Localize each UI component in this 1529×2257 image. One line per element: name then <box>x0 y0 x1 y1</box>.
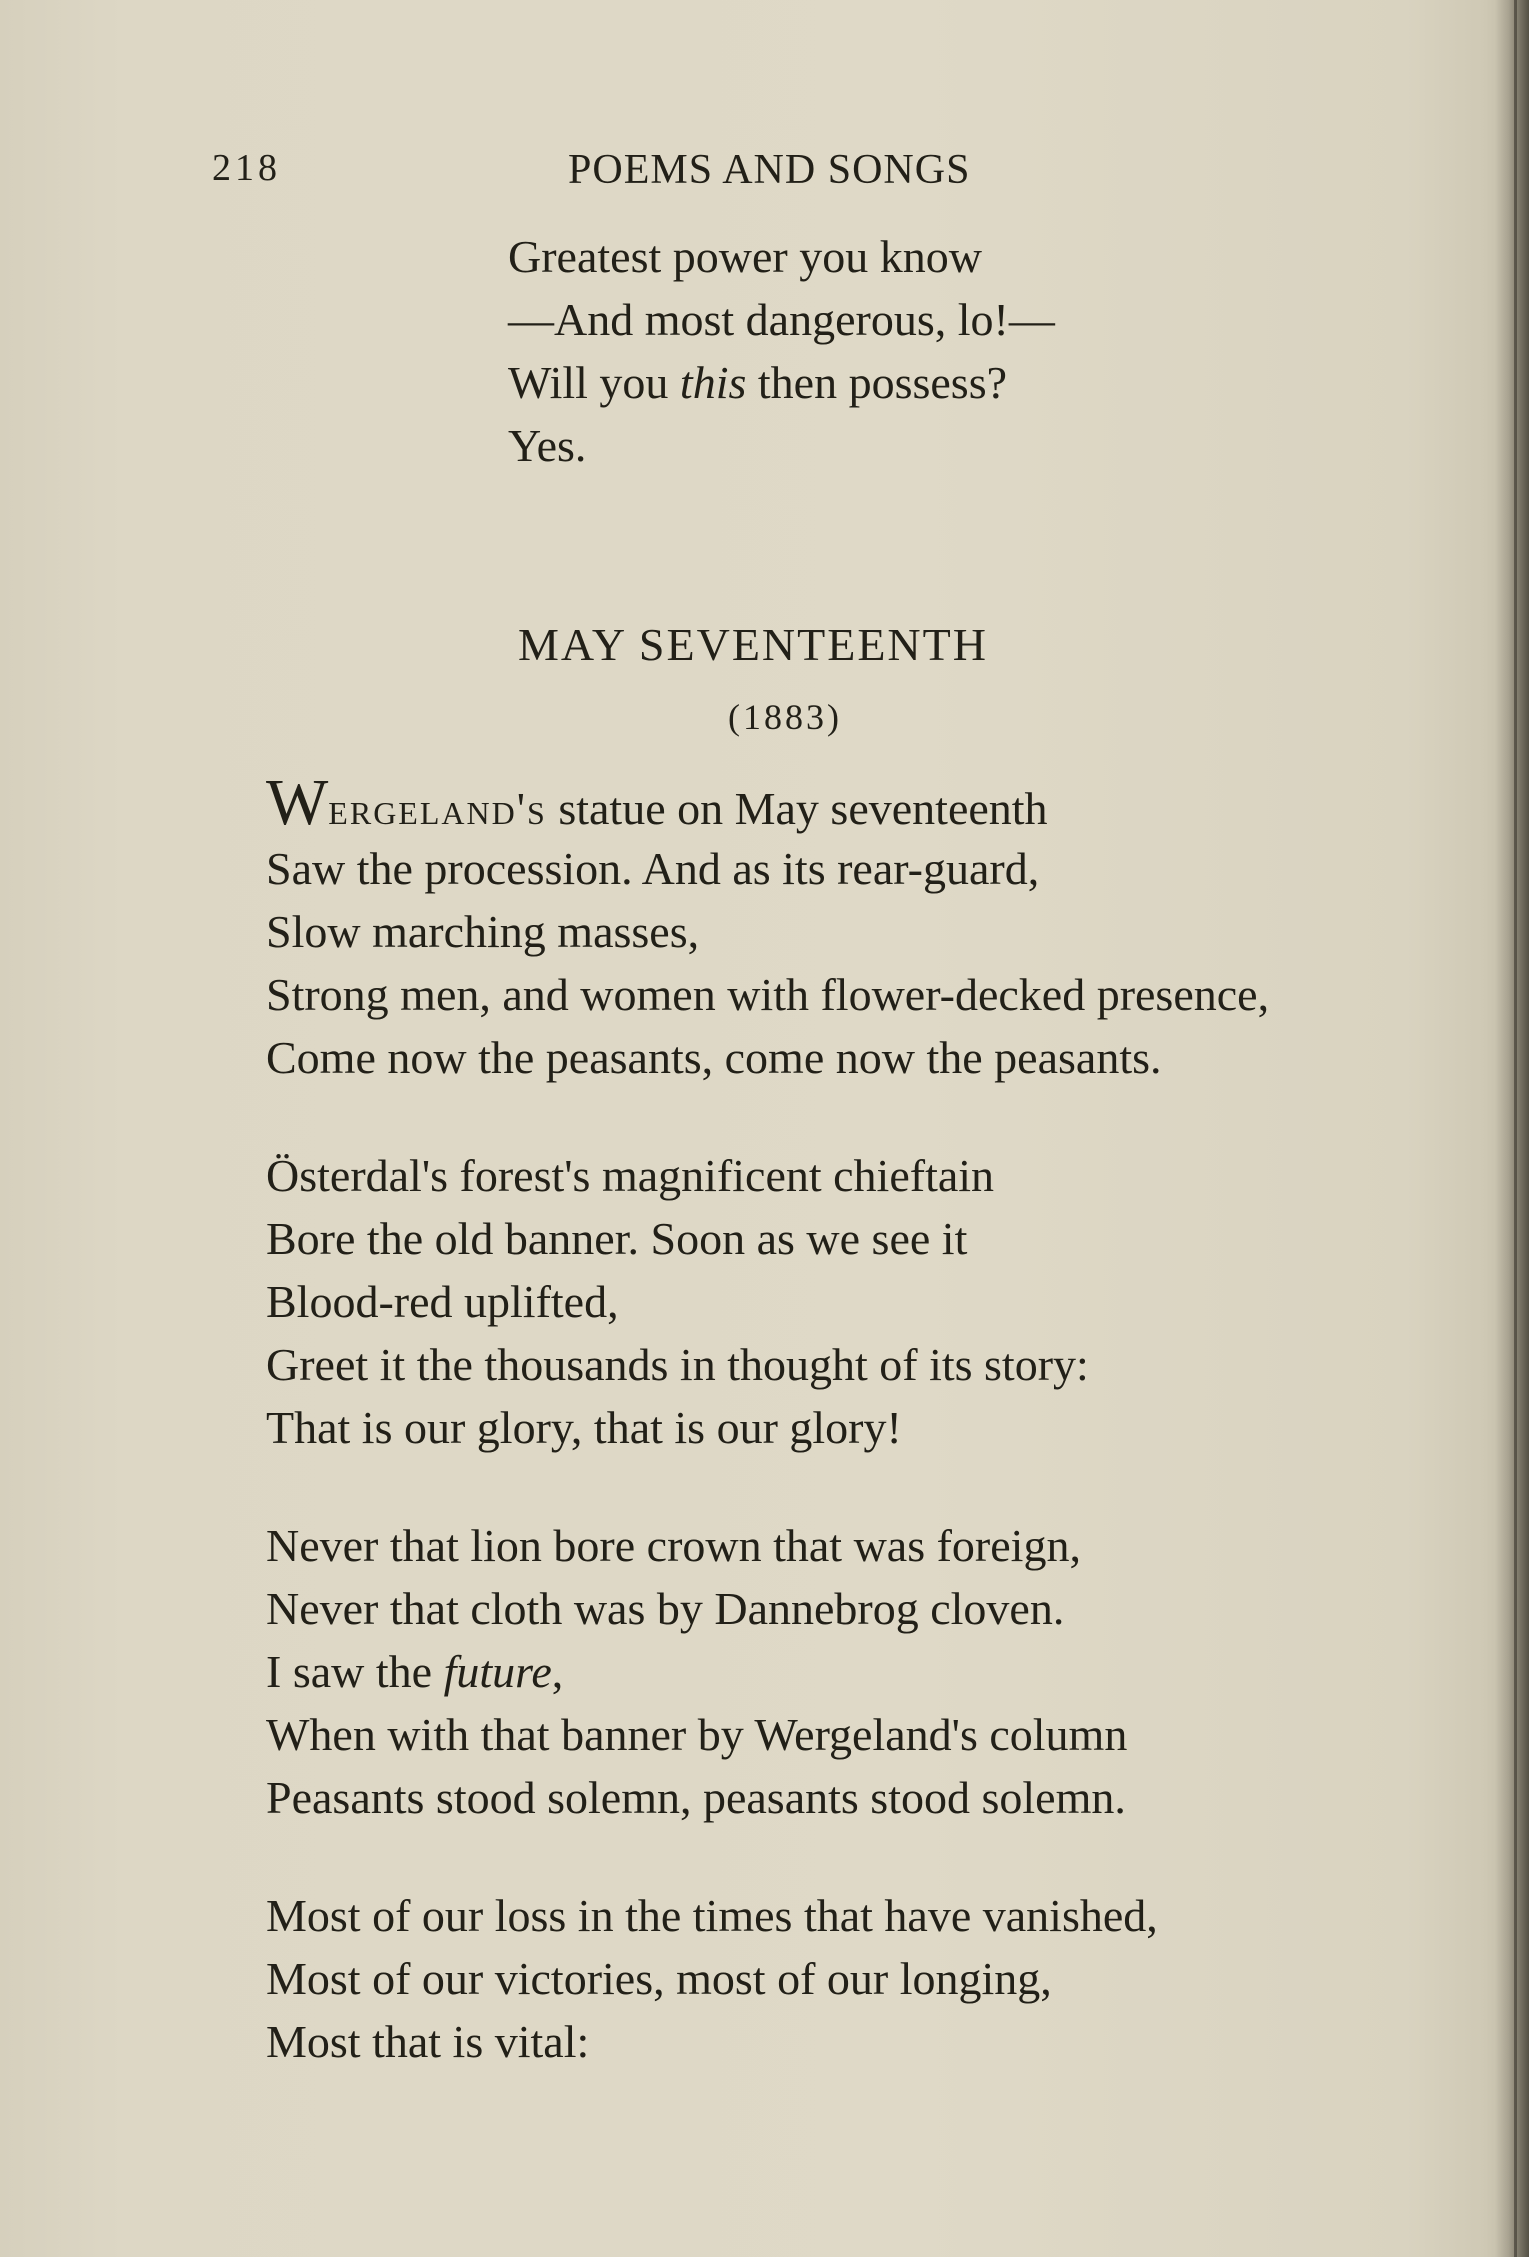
running-head: POEMS AND SONGS <box>568 147 971 193</box>
drop-cap: W <box>266 766 329 839</box>
page-header <box>0 146 1529 196</box>
verse-line: Greet it the thousands in thought of its story: <box>266 1339 1089 1390</box>
poem-year: (1883) <box>728 697 842 737</box>
verse-text: statue on May seventeenth <box>546 783 1048 834</box>
page-number: 218 <box>212 147 281 189</box>
verse-text: then possess? <box>757 357 1008 408</box>
verse-line: Österdal's forest's magnificent chieftain <box>266 1150 995 1201</box>
verse-line: When with that banner by Wergeland's column <box>266 1709 1128 1760</box>
verse-line: Strong men, and women with flower-decked presence, <box>266 969 1270 1020</box>
poem-title: MAY SEVENTEENTH <box>518 619 988 670</box>
emphasized-word: this <box>679 357 747 408</box>
verse-line-first <box>266 766 1048 839</box>
verse-line: That is our glory, that is our glory! <box>266 1402 902 1453</box>
verse-line <box>266 1646 564 1697</box>
verse-line: Never that cloth was by Dannebrog cloven. <box>266 1583 1065 1634</box>
page-edge-line <box>1514 0 1517 2257</box>
verse-line: Blood-red uplifted, <box>266 1276 619 1327</box>
verse-line: Slow marching masses, <box>266 906 700 957</box>
verse-line: Most of our loss in the times that have vanished, <box>266 1890 1158 1941</box>
page-edge-shadow <box>1495 0 1529 2257</box>
verse-line: Most of our victories, most of our longing, <box>266 1953 1052 2004</box>
verse-text: , <box>551 1646 564 1697</box>
verse-line: Never that lion bore crown that was foreign, <box>266 1520 1081 1571</box>
verse-line: Peasants stood solemn, peasants stood solemn. <box>266 1772 1126 1823</box>
verse-line: Greatest power you know <box>508 231 982 282</box>
verse-text: Will you <box>508 357 669 408</box>
verse-line <box>508 357 1008 408</box>
verse-line: Come now the peasants, come now the peasants. <box>266 1032 1162 1083</box>
verse-text: I saw the <box>266 1646 444 1697</box>
smallcaps-word: ergeland's <box>328 783 547 834</box>
verse-line: —And most dangerous, lo!— <box>508 294 1055 345</box>
verse-line: Yes. <box>508 420 587 471</box>
emphasized-word: future <box>443 1646 552 1697</box>
verse-line: Bore the old banner. Soon as we see it <box>266 1213 968 1264</box>
verse-line: Saw the procession. And as its rear-guard, <box>266 843 1040 894</box>
verse-line: Most that is vital: <box>266 2016 590 2067</box>
